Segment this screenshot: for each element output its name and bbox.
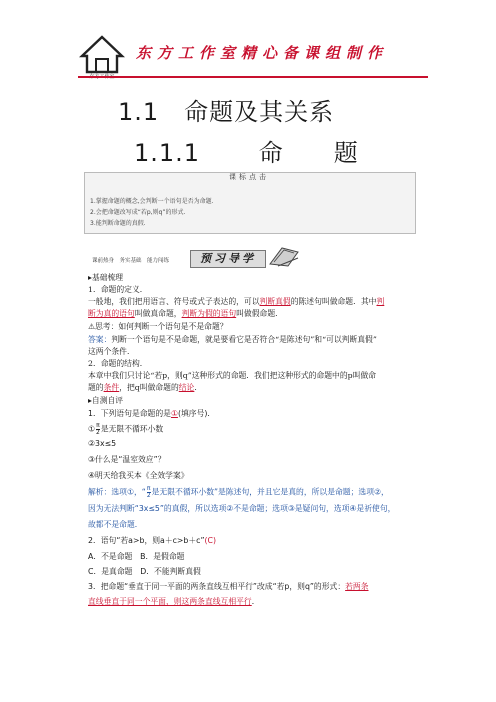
q2-options-cd: C．是真命题 D．不能判断真假 xyxy=(88,567,201,576)
books-illustration-icon xyxy=(268,242,302,268)
q1-explanation-line3: 故都不是命题． xyxy=(88,520,143,529)
basics-p2: 一般地，我们把用语言、符号或式子表达的，可以判断真假的陈述句叫做命题．其中判 xyxy=(88,297,385,306)
answer-line1: 答案：判断一个语句是不是命题，就是要看它是否符合“是陈述句”和“可以判断真假” xyxy=(88,335,377,344)
q1-option2: ②3x≤5 xyxy=(88,439,117,448)
basics-p6: 题的条件，把q叫做命题的结论． xyxy=(88,383,203,392)
subsection-title xyxy=(134,133,359,168)
basics-p4: 2．命题的结构． xyxy=(88,359,148,368)
subsection-number: 1.1.1 xyxy=(134,139,201,167)
key-point-item: 2.会把命题改写成“若p,则q”的形式. xyxy=(90,209,186,216)
q1-stem: 1．下列语句是命题的是①(填序号)． xyxy=(88,409,216,418)
house-logo-icon xyxy=(78,34,126,78)
q1-option3: ③什么是“温室效应”？ xyxy=(88,455,166,464)
subsection-word-b: 题 xyxy=(333,139,359,167)
basics-p3: 断为真的语句叫做真命题，判断为假的语句叫做假命题． xyxy=(88,309,283,318)
think-icon: ⚠ xyxy=(88,322,95,331)
q2-options-ab: A．不是命题 B．是假命题 xyxy=(88,552,185,561)
preview-subtitle: 课前热身 务实基础 能力闯练 xyxy=(92,258,170,264)
q2-stem: 2．语句“若a>b，则a＋c>b＋c”(C) xyxy=(88,536,217,545)
subsection-word-a: 命 xyxy=(258,139,284,167)
key-point-item: 3.能判断命题的真假. xyxy=(90,220,146,227)
basics-p5: 本章中我们只讨论“若p，则q”这种形式的命题．我们把这种形式的命题中的p叫做命 xyxy=(88,371,377,380)
basics-heading: ▸基础梳理 xyxy=(88,273,124,282)
q3-answer: 直线垂直于同一个平面，则这两条直线互相平行． xyxy=(88,597,260,606)
q1-explanation-line2: 因为无法判断“3x≤5”的真假，所以选项②不是命题；选项③是疑问句，选项④是祈使句， xyxy=(88,504,396,513)
section-title: 1.1 命题及其关系 xyxy=(118,98,335,126)
answer-line2: 这两个条件． xyxy=(88,347,135,356)
basics-p1: 1．命题的定义． xyxy=(88,285,148,294)
selftest-heading: ▸自测自评 xyxy=(88,396,124,405)
q1-explanation-line1: 解析：选项①，“ $\frac{\pi}{2}$ 是无限不循环小数”是陈述句，并且它是真的，所以是命题；选项②， xyxy=(88,485,389,499)
key-point-item: 1.掌握命题的概念,会判断一个语句是否为命题. xyxy=(90,198,214,205)
q1-option4: ④明天给我买本《全效学案》 xyxy=(88,471,189,480)
key-points-heading: 课标点击 xyxy=(229,173,269,181)
think-question: ⚠思考：如何判断一个语句是不是命题？ xyxy=(88,322,228,331)
header-divider xyxy=(78,76,428,78)
preview-title: 预习导学 xyxy=(190,250,266,268)
q1-option1: ① $\frac{\pi}{2}$ 是无限不循环小数 xyxy=(88,422,164,436)
q3-stem: 3．把命题“垂直于同一平面的两条直线互相平行”改成“若p，则q”的形式：若两条 xyxy=(88,582,369,591)
banner-title: 东方工作室精心备课组制作 xyxy=(136,44,389,62)
